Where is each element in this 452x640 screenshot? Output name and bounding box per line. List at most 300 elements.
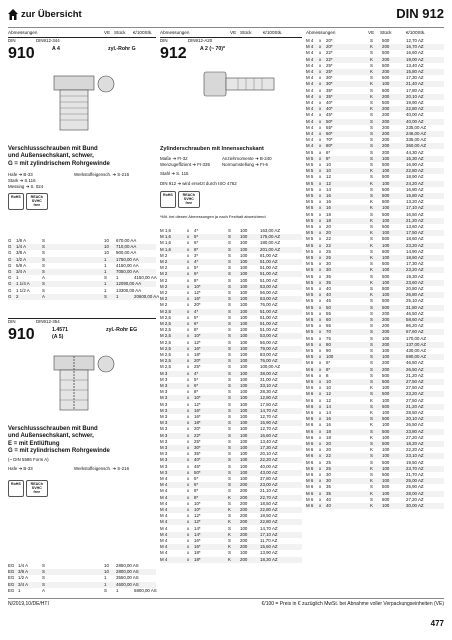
table-cell: 100	[240, 290, 248, 295]
table-cell: x	[319, 317, 322, 322]
table-cell: 20*	[194, 426, 201, 432]
table-cell: 20,10 AZ	[406, 416, 424, 422]
table-cell: S	[228, 321, 231, 326]
table-cell: 45*	[326, 112, 333, 118]
table-cell: 40	[326, 292, 331, 298]
table-cell: 20,10 AZ	[260, 451, 278, 457]
table-row	[160, 439, 302, 445]
table-cell: 13,20 AZ	[406, 199, 424, 205]
table-cell: 17,10 AZ	[260, 531, 278, 537]
desc-line: Verschlussschrauben mit Bund	[8, 146, 98, 152]
table-cell: x	[187, 414, 190, 419]
table-cell: 15,90 AZ	[260, 420, 278, 426]
table-cell: S	[228, 314, 231, 320]
table-cell: x	[319, 478, 322, 484]
table-cell: M 4	[306, 137, 314, 143]
table-cell: 100	[382, 255, 390, 260]
table-cell: M 4	[160, 538, 168, 543]
stark-link[interactable]: Stark ➜ S.116	[8, 178, 36, 184]
table-row	[8, 238, 156, 244]
table-cell: M 6	[306, 416, 314, 422]
table-cell: S	[370, 459, 373, 465]
torque-link[interactable]: Anziehmomente ➜ B-240	[222, 156, 272, 161]
table-row	[306, 156, 444, 162]
table-cell: S	[228, 513, 231, 519]
table-cell: 100	[240, 389, 248, 395]
table-cell: 17,10 AZ	[406, 205, 424, 211]
table-cell: 7050,00 AA	[116, 269, 139, 274]
table-cell: 25	[326, 459, 331, 465]
table-cell: S	[370, 317, 373, 322]
col-stk: Stück	[240, 30, 252, 35]
table-cell: 710,00 AA	[116, 244, 137, 250]
table-cell: 4*	[194, 370, 199, 376]
table-cell: x	[319, 434, 322, 440]
table-cell: 20	[326, 447, 331, 453]
table-cell: 6*	[326, 360, 331, 366]
table-cell: 163,00 AZ	[260, 228, 281, 233]
table-cell: 51,00 AZ	[260, 308, 278, 314]
table-cell: K	[370, 447, 373, 453]
table-cell: 56,00 AZ	[260, 339, 278, 345]
table-cell: 21,10 AZ	[260, 488, 278, 494]
table-cell: x	[187, 290, 190, 295]
table-cell: 51,00 AZ	[260, 265, 278, 271]
product-912-badges	[160, 191, 200, 208]
table-cell: x	[319, 354, 322, 360]
table-row	[306, 422, 444, 428]
table-cell: x	[319, 112, 322, 118]
table-cell: 4600,00 AS	[116, 581, 139, 587]
table-cell: 22,80 AZ	[260, 507, 278, 512]
table-cell: A	[42, 293, 45, 299]
page-number: 477	[430, 619, 444, 628]
table-cell: 30	[326, 478, 331, 484]
desc-line: G = mit zylindrischem Rohrgewinde	[8, 160, 110, 167]
table-cell: M 3	[160, 376, 168, 382]
table-cell: 200	[240, 500, 248, 506]
table-cell: 10	[104, 569, 109, 575]
table-cell: 100	[240, 265, 248, 271]
table-cell: x	[187, 531, 190, 537]
table-cell: S	[370, 341, 373, 347]
table-cell: 100	[382, 465, 390, 471]
table-cell: x	[319, 162, 322, 167]
table-cell: 17,30 AZ	[406, 75, 424, 81]
table-cell: M 4	[306, 87, 314, 93]
table-row	[306, 267, 444, 273]
table-cell: A	[42, 587, 45, 593]
table-cell: 100	[240, 457, 248, 463]
table-row	[160, 470, 302, 476]
table-cell: x	[319, 286, 322, 291]
table-cell: S	[370, 360, 373, 366]
table-cell: x	[319, 323, 322, 329]
table-cell: 690,00 AZ	[406, 354, 427, 360]
table-cell: 12*	[194, 513, 201, 519]
table-cell: M 4	[160, 507, 168, 512]
reach-badge: REACh SVHC free	[26, 480, 48, 497]
table-cell: M 2,5	[160, 345, 171, 351]
table-cell: M 6	[306, 465, 314, 471]
table-cell: M 2,5	[160, 339, 171, 345]
table-cell: S	[228, 426, 231, 432]
steel-link[interactable]: Stahl ➜ S. 115	[160, 171, 189, 177]
table-cell: S	[370, 50, 373, 56]
table-cell: 16,60 AZ	[260, 432, 278, 438]
norm-change-link[interactable]: Normumstellung ➜ FI-6	[222, 162, 268, 168]
table-cell: 100	[382, 422, 390, 428]
table-cell: K	[370, 242, 373, 248]
table-cell: 1	[104, 287, 107, 293]
table-cell: S	[370, 366, 373, 372]
table-cell: S	[370, 162, 373, 167]
table-row	[306, 478, 444, 484]
table-row	[160, 240, 302, 246]
table-row	[306, 497, 444, 503]
table-cell: 500	[382, 261, 390, 267]
table-cell: M 6	[306, 434, 314, 440]
table-cell: M 2	[160, 271, 168, 277]
table-row	[306, 131, 444, 137]
table-cell: 12	[326, 397, 331, 403]
table-cell: 25*	[326, 62, 333, 68]
table-row	[160, 488, 302, 494]
table-cell: 30	[326, 472, 331, 477]
hafe-link[interactable]: Hafe ➜ B-33	[8, 466, 33, 472]
table-row	[306, 63, 444, 69]
table-cell: M 4	[306, 44, 314, 50]
table-row	[306, 205, 444, 211]
table-cell: x	[319, 230, 322, 236]
table-cell: 10	[326, 168, 331, 174]
table-cell: 100	[240, 426, 248, 432]
product-a-links	[8, 172, 156, 191]
table-cell: M 5	[306, 267, 314, 273]
table-cell: 22,80 AZ	[406, 106, 424, 112]
table-cell: K	[370, 168, 373, 174]
table-cell: 2850,00 AS	[116, 563, 139, 568]
table-cell: 3/8 A	[16, 250, 27, 256]
table-cell: x	[319, 348, 322, 353]
table-row	[306, 38, 444, 44]
table-cell: 500	[382, 199, 390, 205]
table-cell: K	[370, 230, 373, 236]
table-cell: S	[228, 538, 231, 543]
table-cell: 200	[240, 494, 248, 500]
table-cell: M 1,6	[160, 228, 171, 233]
table-cell: x	[187, 451, 190, 457]
table-cell: 500	[382, 286, 390, 291]
table-cell: S	[370, 118, 373, 124]
table-cell: EG	[8, 575, 15, 581]
table-cell: 63,00 AZ	[260, 296, 278, 302]
table-cell: S	[228, 482, 231, 488]
table-cell: M 6	[306, 397, 314, 403]
table-cell: x	[319, 465, 322, 471]
table-cell: x	[187, 488, 190, 494]
desc-line: und Außensechskant, schwer,	[8, 153, 94, 160]
table-cell: S	[228, 345, 231, 351]
material-link[interactable]: Werkstoffeigensch. ➜ S-216	[74, 466, 130, 472]
table-cell: 100	[382, 267, 390, 273]
table-cell: 22,80 AZ	[260, 519, 278, 525]
table-cell: G	[8, 293, 12, 299]
table-cell: 65	[326, 323, 331, 329]
table-cell: x	[187, 352, 190, 357]
col-price: €/100Stk.	[263, 30, 283, 35]
back-to-overview-link[interactable]	[8, 9, 82, 20]
table-cell: 200	[382, 329, 390, 335]
table-cell: 100	[240, 383, 248, 388]
table-cell: S	[370, 391, 373, 397]
table-cell: 22	[326, 236, 331, 242]
table-row	[160, 445, 302, 451]
table-cell: M 6	[306, 391, 314, 397]
table-cell: 3550,00 AS	[116, 575, 139, 581]
table-cell: 100	[382, 180, 390, 186]
table-cell: x	[187, 339, 190, 345]
table-cell: 51,00 AZ	[260, 327, 278, 333]
table-row	[160, 408, 302, 414]
table-cell: M 4	[306, 75, 314, 81]
table-cell: 11,70 AZ	[260, 538, 278, 543]
table-cell: 500	[382, 75, 390, 81]
table-cell: S	[370, 472, 373, 477]
table-cell: M 5	[306, 341, 314, 347]
table-cell: 500	[382, 224, 390, 229]
table-row	[306, 410, 444, 416]
table-cell: 500	[382, 428, 390, 434]
table-cell: x	[319, 372, 322, 378]
table-cell: 4150,00 AA	[134, 275, 157, 281]
table-cell: M 6	[306, 366, 314, 372]
table-row	[8, 582, 156, 588]
product-a-badges	[8, 193, 48, 210]
table-row	[306, 391, 444, 397]
table-cell: x	[319, 137, 322, 143]
table-cell: 200	[382, 143, 390, 149]
table-cell: 14	[326, 410, 331, 415]
rohs-badge: RoHS	[8, 193, 24, 210]
table-cell: x	[187, 500, 190, 506]
table-cell: S	[228, 352, 231, 357]
table-cell: 200	[382, 93, 390, 99]
table-cell: M 5	[306, 261, 314, 267]
table-cell: 100	[240, 432, 248, 438]
table-cell: 18*	[194, 352, 201, 357]
dimensions-link[interactable]: Maße ➜ FI-32	[160, 156, 188, 161]
table-cell: M 6	[306, 484, 314, 490]
table-cell: 38,00 AZ	[260, 370, 278, 376]
table-cell: 27,50 AZ	[406, 397, 424, 403]
table-cell: 200	[382, 56, 390, 62]
table-cell: 80	[326, 341, 331, 347]
table-cell: 246,00 AZ	[406, 131, 427, 136]
table-cell: 8*	[194, 488, 199, 494]
table-cell: S	[104, 587, 107, 593]
table-row	[160, 389, 302, 395]
table-cell: S	[228, 500, 231, 506]
table-cell: x	[319, 50, 322, 56]
table-cell: S	[228, 389, 231, 395]
table-cell: 200	[240, 538, 248, 543]
table-cell: S	[228, 364, 231, 370]
table-cell: 1 1/2 A	[16, 287, 30, 293]
table-cell: S	[228, 488, 231, 494]
table-cell: S	[370, 211, 373, 217]
table-row	[306, 336, 444, 342]
table-cell: x	[187, 358, 190, 364]
table-cell: 200	[382, 341, 390, 347]
table-cell: M 1,6	[160, 234, 171, 240]
table-cell: x	[319, 100, 322, 105]
table-cell: 200	[382, 106, 390, 112]
table-cell: 500	[382, 100, 390, 105]
table-cell: 1/4 A	[16, 244, 27, 250]
table-cell: x	[319, 422, 322, 428]
table-cell: M 3	[160, 370, 168, 376]
article-code: DIN912-A20	[188, 38, 213, 43]
table-cell: x	[187, 407, 190, 413]
table-cell: x	[187, 271, 190, 277]
table-cell: 670,00 AA	[116, 238, 137, 243]
table-cell: 40,00 AZ	[406, 112, 424, 118]
table-cell: 200	[382, 323, 390, 329]
table-cell: G	[8, 275, 12, 281]
table-row	[160, 495, 302, 501]
table-cell: S	[228, 271, 231, 277]
table-row	[160, 550, 302, 556]
hafe-link[interactable]: Hafe ➜ B-33	[8, 172, 33, 177]
table-cell: 40,00 AZ	[406, 118, 424, 124]
table-cell: 100	[382, 292, 390, 298]
table-cell: M 2	[160, 302, 168, 308]
table-cell: M 5	[306, 335, 314, 341]
table-cell: K	[370, 69, 373, 74]
table-cell: 14,70 AZ	[260, 525, 278, 531]
table-cell: 13300,00 AA	[116, 287, 142, 293]
table-cell: 12*	[194, 519, 201, 525]
table-row	[160, 321, 302, 327]
table-cell: 100	[240, 339, 248, 345]
table-cell: S	[370, 193, 373, 198]
table-cell: 24,20 AZ	[406, 180, 424, 186]
table-cell: 4*	[194, 259, 199, 264]
table-row	[160, 271, 302, 277]
table-cell: 30	[326, 261, 331, 267]
table-cell: 1	[104, 256, 107, 262]
table-cell: M 2	[160, 265, 168, 271]
table-cell: 35	[326, 484, 331, 490]
table-row	[160, 340, 302, 346]
table-row	[306, 174, 444, 180]
table-cell: 60	[326, 317, 331, 322]
table-cell: 17,30 AZ	[406, 261, 424, 267]
table-cell: 100	[240, 246, 248, 252]
table-row	[160, 433, 302, 439]
table-cell: S	[370, 428, 373, 434]
table-cell: M 3	[160, 414, 168, 419]
table-cell: 22	[326, 242, 331, 248]
table-cell: 200	[382, 366, 390, 372]
table-row	[8, 257, 156, 263]
table-cell: 235,00 AZ	[406, 124, 427, 130]
table-cell: K	[370, 217, 373, 223]
messing-link[interactable]: Messing ➜ S. 024	[8, 184, 44, 190]
table-cell: 6*	[194, 383, 199, 388]
table-cell: M 5	[306, 323, 314, 329]
table-cell: 200	[240, 513, 248, 519]
table-cell: 23,00 AZ	[260, 482, 278, 488]
table-cell: M 6	[306, 441, 314, 446]
table-cell: 100	[240, 376, 248, 382]
table-cell: M 6	[306, 385, 314, 391]
table-cell: S	[370, 149, 373, 155]
table-cell: M 6	[306, 410, 314, 415]
table-cell: S	[370, 372, 373, 378]
table-cell: S	[370, 112, 373, 118]
table-cell: M 5	[306, 224, 314, 229]
col-stk: Stück	[114, 30, 126, 35]
table-row	[306, 447, 444, 453]
table-cell: M 4	[160, 494, 168, 500]
table-cell: 500	[382, 38, 390, 43]
table-cell: x	[319, 118, 322, 124]
table-cell: 1	[18, 587, 21, 593]
table-cell: 8*	[326, 366, 331, 372]
table-cell: M 2	[160, 290, 168, 295]
table-cell: 13,40 AZ	[406, 62, 424, 68]
table-row	[306, 342, 444, 348]
table-cell: 100	[240, 314, 248, 320]
table-cell: x	[187, 519, 190, 525]
table-cell: 100	[240, 420, 248, 426]
table-cell: 25*	[194, 364, 201, 370]
table-cell: 25*	[326, 69, 333, 74]
table-cell: K	[370, 81, 373, 87]
table-cell: M 5	[306, 205, 314, 211]
table-cell: x	[319, 379, 322, 384]
table-cell: x	[187, 277, 190, 283]
table-row	[306, 441, 444, 447]
friction-link[interactable]: Wenzugeffizient ➜ FI-335	[160, 162, 210, 168]
table-row	[160, 451, 302, 457]
table-row	[160, 420, 302, 426]
table-cell: 8*	[194, 246, 199, 252]
table-cell: 200	[382, 137, 390, 143]
material-link[interactable]: Werkstoffeigensch. ➜ S-216	[74, 172, 130, 177]
table-cell: 2800,00 AS	[116, 569, 139, 575]
table-cell: M 6	[306, 496, 314, 502]
table-cell: S	[228, 234, 231, 240]
table-cell: 500	[382, 391, 390, 397]
table-cell: 3/4 A	[18, 581, 29, 587]
table-cell: M 5	[306, 279, 314, 285]
table-cell: 8*	[326, 155, 331, 161]
table-cell: 170,00 AZ	[406, 335, 427, 341]
table-cell: 4*	[194, 228, 199, 233]
table-cell: 22,20 AZ	[406, 447, 424, 453]
table-cell: 12	[326, 180, 331, 186]
table-cell: 25,00 AZ	[406, 478, 424, 484]
table-cell: M 5	[306, 310, 314, 316]
table-cell: 100,00 AZ	[260, 364, 281, 370]
product-a-type: zyl.-Rohr G	[108, 46, 136, 52]
table-cell: 100	[382, 348, 390, 353]
table-cell: S	[42, 256, 45, 262]
table-cell: 15,60 AZ	[260, 544, 278, 550]
